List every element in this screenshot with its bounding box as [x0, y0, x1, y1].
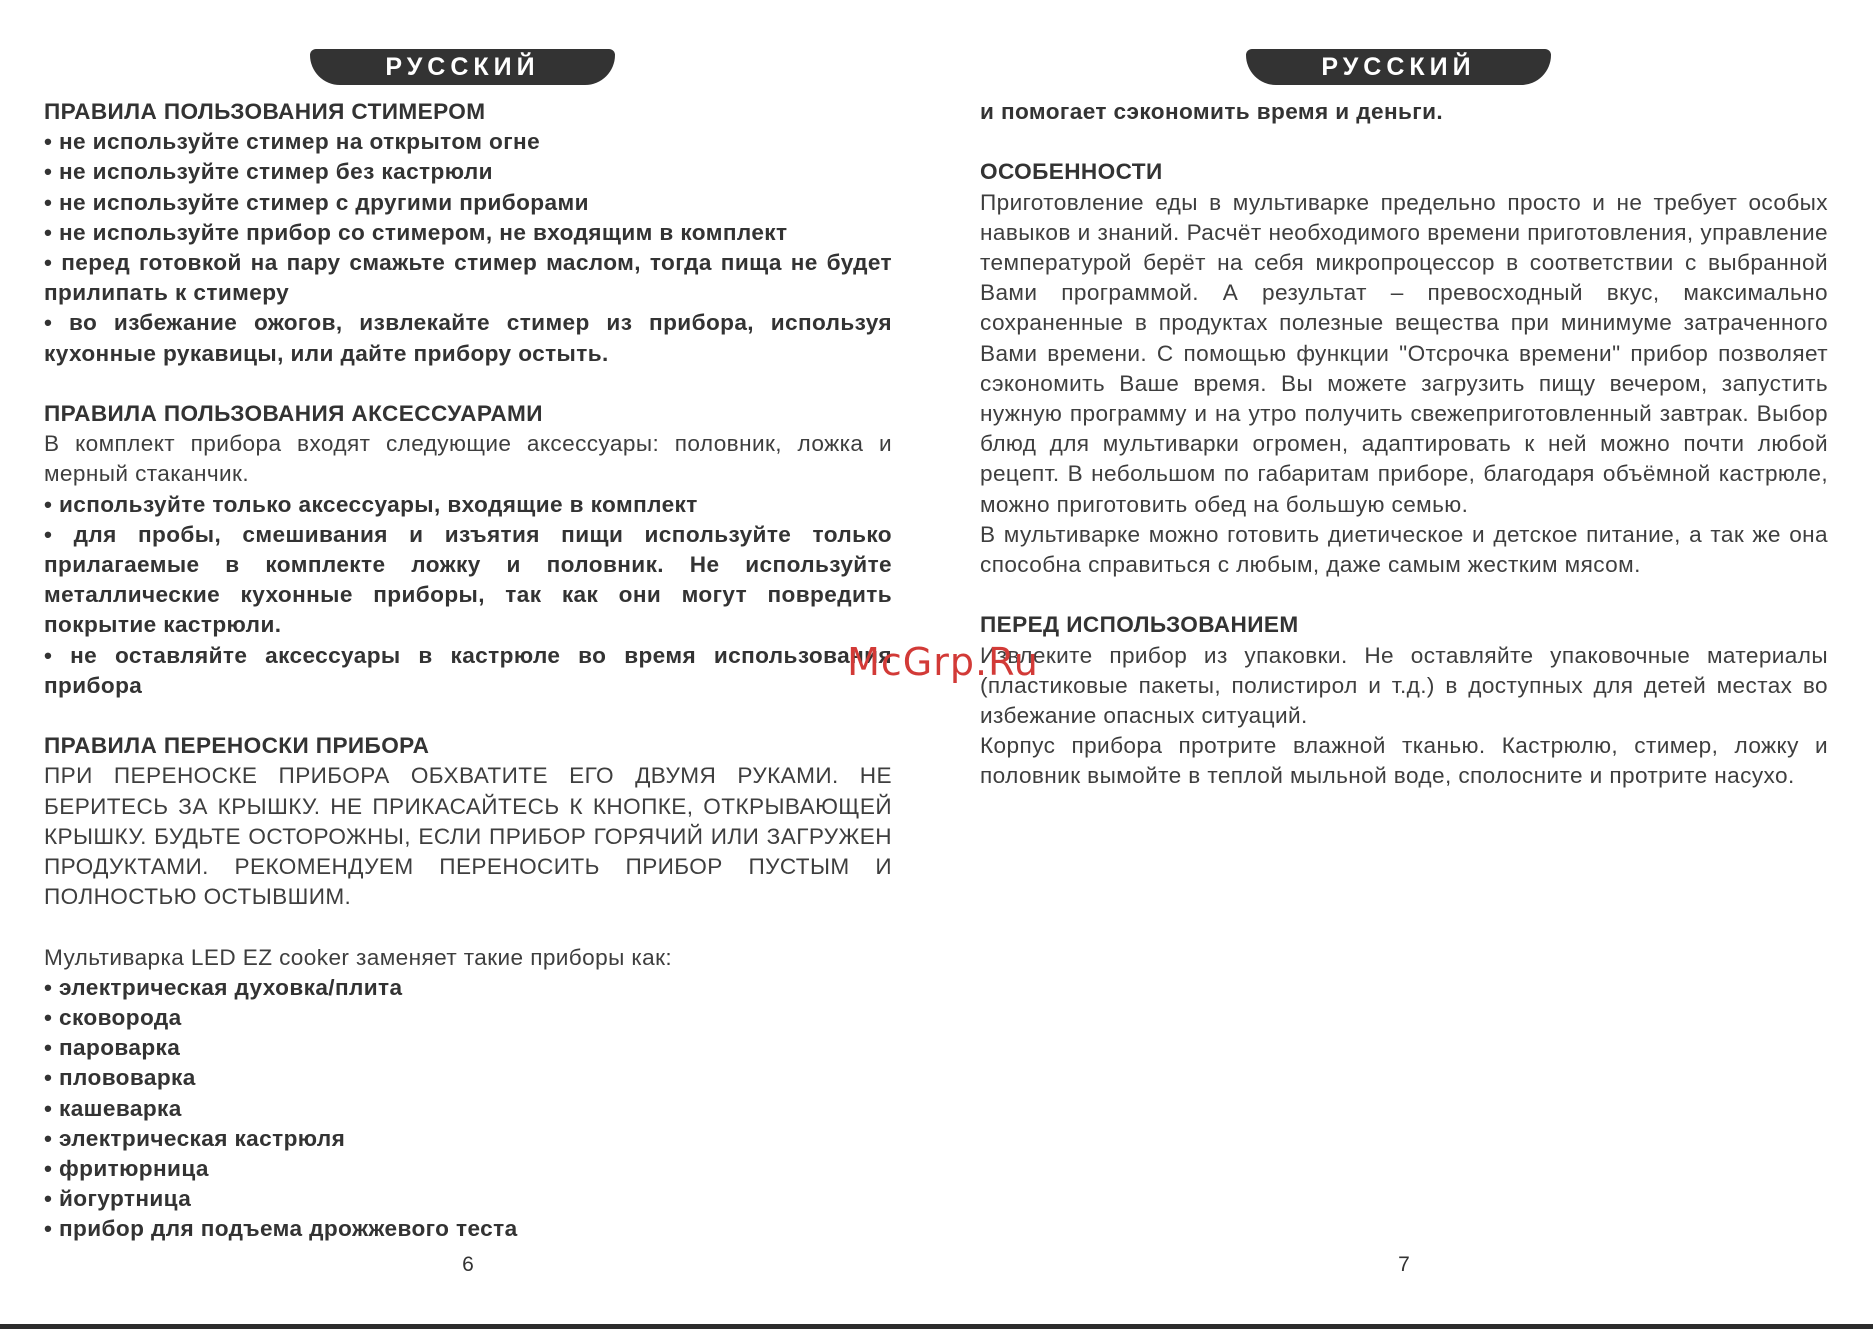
- page-number-left: 6: [462, 1253, 474, 1276]
- accessory-rule: • используйте только аксессуары, входящие в комплект: [44, 491, 698, 517]
- steamer-rule: • не используйте стимер на открытом огне: [44, 129, 541, 155]
- accessory-rule: • не оставляйте аксессуары в кастрюле во время использования прибора: [44, 642, 892, 698]
- right-page: [980, 0, 1828, 1329]
- replaces-item: • плововарка: [44, 1065, 196, 1091]
- accessory-rule: • для пробы, смешивания и изъятия пищи используйте только прилагаемые в комплекте ложку и половник. Не используйте металлические кухонные приборы, так как они могут повредить покрытие кастрюли.: [44, 521, 892, 638]
- steamer-rule: • не используйте стимер без кастрюли: [44, 159, 493, 185]
- heading-carry-rules: ПРАВИЛА ПЕРЕНОСКИ ПРИБОРА: [44, 733, 430, 759]
- left-page: [44, 0, 892, 1329]
- replaces-item: • сковорода: [44, 1005, 182, 1031]
- left-header-tab: РУССКИЙ: [310, 49, 615, 85]
- watermark: McGrp.Ru: [847, 640, 1039, 684]
- replaces-item: • фритюрница: [44, 1156, 209, 1182]
- replaces-intro: Мультиварка LED EZ cooker заменяет такие приборы как:: [44, 944, 673, 970]
- left-content: [44, 97, 892, 1245]
- replaces-item: • пароварка: [44, 1035, 181, 1061]
- steamer-rule: • не используйте прибор со стимером, не входящим в комплект: [44, 219, 788, 245]
- before-use-paragraph: Корпус прибора протрите влажной тканью. Кастрюлю, стимер, ложку и половник вымойте в теплой мыльной воде, сполосните и протрите насухо.: [980, 733, 1828, 789]
- bottom-border: [0, 1324, 1873, 1329]
- carry-text: ПРИ ПЕРЕНОСКЕ ПРИБОРА ОБХВАТИТЕ ЕГО ДВУМЯ РУКАМИ. НЕ БЕРИТЕСЬ ЗА КРЫШКУ. НЕ ПРИКАСАЙТЕСЬ К КНОПКЕ, ОТКРЫВАЮЩЕЙ КРЫШКУ. БУДЬТЕ ОСТОРОЖНЫ, ЕСЛИ ПРИБОР ГОРЯЧИЙ ИЛИ ЗАГРУЖЕН ПРОДУКТАМИ. РЕКОМЕНДУЕМ ПЕРЕНОСИТЬ ПРИБОР ПУСТЫМ И ПОЛНОСТЬЮ ОСТЫВШИМ.: [44, 763, 892, 910]
- right-header-tab: РУССКИЙ: [1246, 49, 1551, 85]
- right-content: [980, 97, 1828, 792]
- replaces-item: • электрическая духовка/плита: [44, 974, 403, 1000]
- replaces-item: • кашеварка: [44, 1095, 182, 1121]
- replaces-item: • электрическая кастрюля: [44, 1125, 346, 1151]
- heading-features: ОСОБЕННОСТИ: [980, 159, 1163, 185]
- before-use-paragraph: Извлеките прибор из упаковки. Не оставляйте упаковочные материалы (пластиковые пакеты, полистирол и т.д.) в доступных для детей местах во избежание опасных ситуаций.: [980, 642, 1828, 729]
- steamer-rule: • перед готовкой на пару смажьте стимер маслом, тогда пища не будет прилипать к стимеру: [44, 250, 892, 306]
- page-number-right: 7: [1398, 1253, 1410, 1276]
- replaces-item: • йогуртница: [44, 1186, 192, 1212]
- heading-before-use: ПЕРЕД ИСПОЛЬЗОВАНИЕМ: [980, 612, 1299, 638]
- replaces-item: • прибор для подъема дрожжевого теста: [44, 1216, 518, 1242]
- heading-steamer-rules: ПРАВИЛА ПОЛЬЗОВАНИЯ СТИМЕРОМ: [44, 99, 486, 124]
- features-paragraph: Приготовление еды в мультиварке предельно просто и не требует особых навыков и знаний. Расчёт необходимого времени приготовления, управление температурой берёт на себя микропроцессор в соответствии с выбранной Вами программой. А результат – превосходный вкус, максимально сохраненные в продуктах полезные вещества при минимуме затраченного Вами времени. С помощью функции "Отсрочка времени" прибор позволяет сэкономить Ваше время. Вы можете загрузить пищу вечером, запустить нужную программу и на утро получить свежеприготовленный завтрак. Выбор блюд для мультиварки огромен, адаптировать к ней можно почти любой рецепт. В небольшом по габаритам приборе, благодаря объёмной кастрюле, можно приготовить обед на большую семью.: [980, 189, 1828, 517]
- steamer-rule: • не используйте стимер с другими приборами: [44, 189, 589, 215]
- features-paragraph: В мультиварке можно готовить диетическое и детское питание, а так же она способна справиться с любым, даже самым жестким мясом.: [980, 521, 1828, 578]
- accessories-intro: В комплект прибора входят следующие аксессуары: половник, ложка и мерный стаканчик.: [44, 431, 892, 487]
- steamer-rule: • во избежание ожогов, извлекайте стимер из прибора, используя кухонные рукавицы, или дайте прибору остыть.: [44, 310, 892, 366]
- continuation-text: и помогает сэкономить время и деньги.: [980, 99, 1444, 124]
- heading-accessory-rules: ПРАВИЛА ПОЛЬЗОВАНИЯ АКСЕССУАРАМИ: [44, 401, 543, 427]
